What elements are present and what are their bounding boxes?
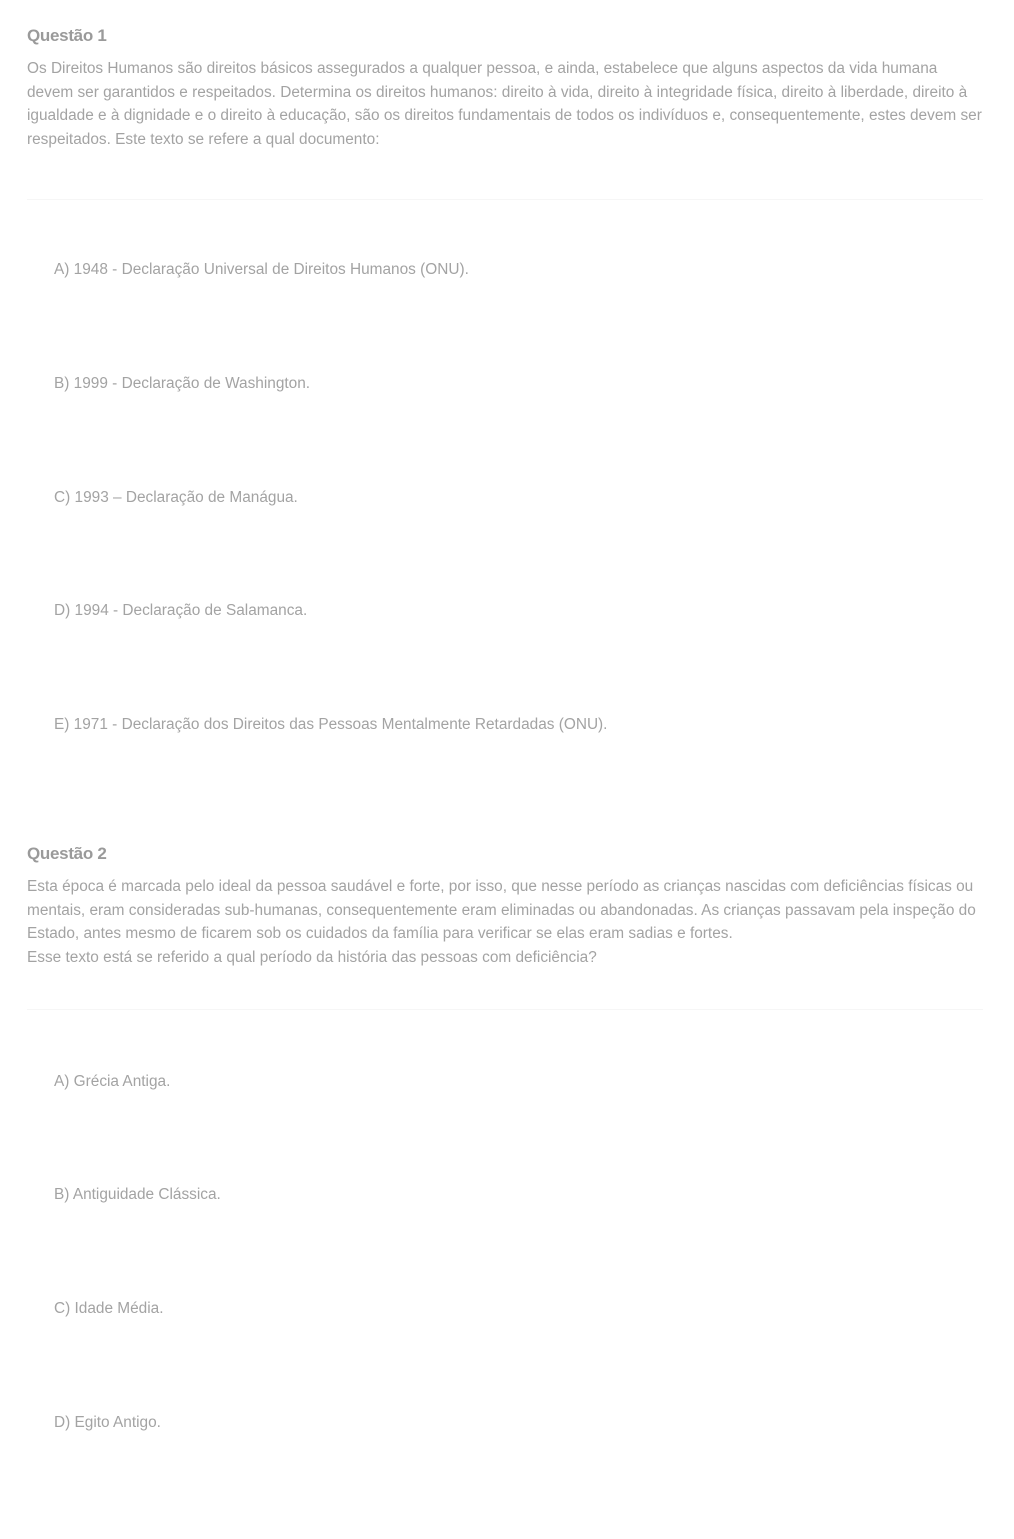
answer-option-b[interactable]: B) Antiguidade Clássica. [54, 1186, 221, 1204]
question-title: Questão 2 [27, 844, 107, 863]
question-text [27, 57, 983, 151]
question-2 [27, 842, 983, 1432]
question-paragraph: Esta época é marcada pelo ideal da pessoa saudável e forte, por isso, que nesse período as crianças nascidas com deficiências físicas ou mentais, eram consideradas sub-humanas, consequentemente eram eliminadas ou abandonadas. As crianças passavam pela inspeção do Estado, antes mesmo de ficarem sob os cuidados da família para verificar se elas eram sadias e fortes. [27, 878, 976, 943]
answer-option-c[interactable]: C) Idade Média. [54, 1300, 164, 1318]
answer-option-b[interactable]: B) 1999 - Declaração de Washington. [54, 375, 311, 393]
question-text [27, 875, 983, 969]
answer-option-c[interactable]: C) 1993 – Declaração de Manágua. [54, 489, 298, 507]
question-1 [27, 24, 983, 734]
question-paragraph: Os Direitos Humanos são direitos básicos assegurados a qualquer pessoa, e ainda, estabelece que alguns aspectos da vida humana devem ser garantidos e respeitados. Determina os direitos humanos: direito à vida, direito à integridade física, direito à liberdade, direito à igualdade e à dignidade e o direito à educação, são os direitos fundamentais de todos os indivíduos e, consequentemente, estes devem ser respeitados. Este texto se refere a qual documento: [27, 60, 982, 148]
answer-option-a[interactable]: A) Grécia Antiga. [54, 1073, 171, 1091]
answer-option-d[interactable]: D) 1994 - Declaração de Salamanca. [54, 602, 308, 620]
answer-option-e[interactable]: E) 1971 - Declaração dos Direitos das Pessoas Mentalmente Retardadas (ONU). [54, 716, 608, 734]
answer-option-d[interactable]: D) Egito Antigo. [54, 1414, 161, 1432]
divider [27, 199, 983, 200]
divider [27, 1009, 983, 1010]
question-title: Questão 1 [27, 26, 107, 45]
answer-option-a[interactable]: A) 1948 - Declaração Universal de Direitos Humanos (ONU). [54, 261, 469, 279]
question-prompt: Esse texto está se referido a qual período da história das pessoas com deficiência? [27, 948, 597, 966]
